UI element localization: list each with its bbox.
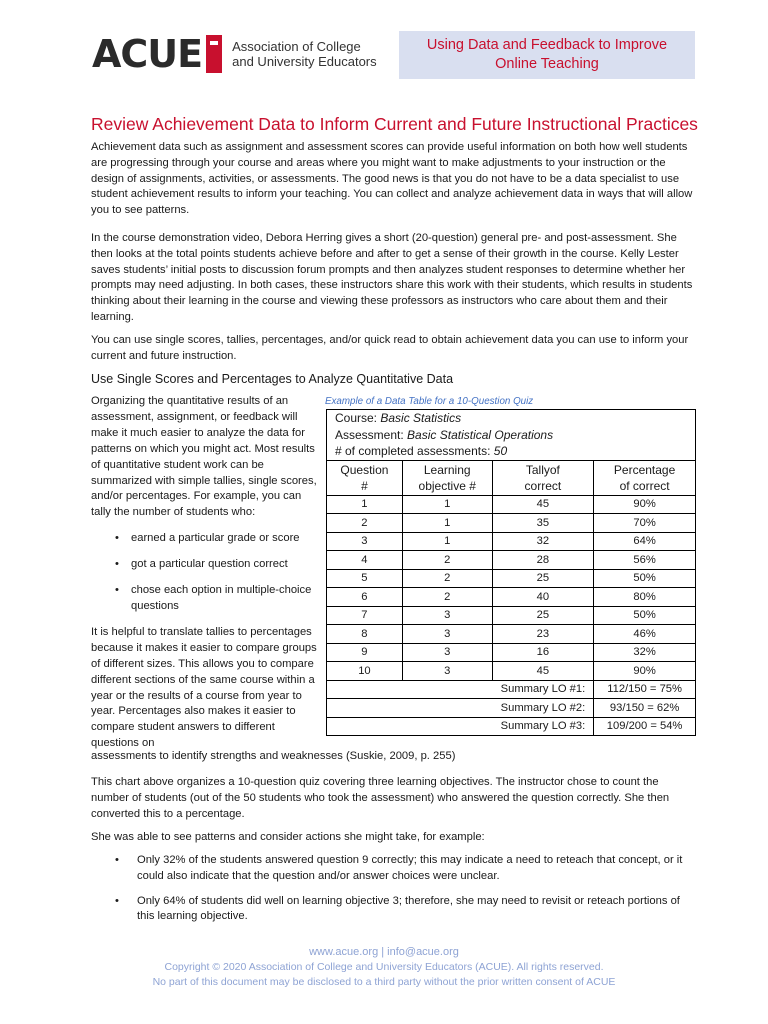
- table-cell: 45: [492, 495, 594, 514]
- summary-value: 112/150 = 75%: [594, 680, 696, 699]
- left-paragraph-2-tail: assessments to identify strengths and weaknesses (Suskie, 2009, p. 255): [91, 750, 456, 762]
- footer-links[interactable]: www.acue.org | info@acue.org: [309, 946, 459, 958]
- table-cell: 32%: [594, 643, 696, 662]
- intro-paragraph-2: In the course demonstration video, Debora Herring gives a short (20-question) general pre- and post-assessment. She then looks at the total points students achieve before and after to get a sense of their growth in the course. Kelly Lester saves students’ initial posts to discussion forum prompts and then analyzes student responses to determine whether her prompts may need adjusting. In both cases, these instructors share this work with their students, which results in students thinking about their learning in the course and viewing these professors as instructors who care about them and their learning.: [91, 232, 693, 323]
- course-value: Basic Statistics: [380, 411, 462, 426]
- table-cell: 70%: [594, 514, 696, 533]
- assessment-label: Assessment:: [335, 427, 404, 442]
- course-label: Course:: [335, 411, 378, 426]
- summary-label: Summary LO #3:: [327, 717, 594, 736]
- table-cell: 25: [492, 569, 594, 588]
- table-cell: 1: [402, 514, 492, 533]
- page-title: Review Achievement Data to Inform Current and Future Instructional Practices: [91, 114, 698, 134]
- table-cell: 25: [492, 606, 594, 625]
- bullet-item: • got a particular question correct: [91, 557, 317, 573]
- table-cell: 3: [402, 643, 492, 662]
- table-cell: 46%: [594, 625, 696, 644]
- table-cell: 4: [327, 551, 403, 570]
- footer-notice: No part of this document may be disclosed to a third party without the prior written consent of ACUE: [152, 976, 616, 988]
- completed-row: [327, 443, 696, 460]
- table-cell: 9: [327, 643, 403, 662]
- table-row: [327, 514, 696, 533]
- table-cell: 2: [402, 551, 492, 570]
- summary-label: Summary LO #2:: [327, 699, 594, 718]
- logo-wordmark: ACUE: [92, 32, 203, 76]
- intro-paragraph-1: Achievement data such as assignment and assessment scores can provide useful information on both how well students are progressing through your course and areas where you might want to make adjustments to your instruction or the design of assignments, activities, or assessments. The good news is that you do not have to be a data specialist to use student achievement results to inform your teaching. You can collect and analyze achievement data in ways that will allow you to see patterns.: [91, 141, 693, 217]
- table-cell: 1: [327, 495, 403, 514]
- bullet-item: • earned a particular grade or score: [91, 531, 317, 547]
- table-cell: 90%: [594, 662, 696, 681]
- table-row: [327, 495, 696, 514]
- logo-subtitle: [232, 39, 377, 69]
- table-cell: 35: [492, 514, 594, 533]
- tally-bullet-list: [91, 531, 317, 615]
- left-paragraph-1: Organizing the quantitative results of an assessment, assignment, or feedback will make it much easier to analyze the data for patterns on which you might act. Most results of quantitative student work can be summarized with simple tallies, single scores, and/or percentages. For example, you can tally the number of students who:: [91, 395, 317, 519]
- table-cell: 6: [327, 588, 403, 607]
- table-cell: 3: [402, 625, 492, 644]
- summary-value: 93/150 = 62%: [594, 699, 696, 718]
- after-paragraph-2: She was able to see patterns and consider actions she might take, for example:: [91, 831, 485, 843]
- table-cell: 2: [402, 588, 492, 607]
- table-cell: 90%: [594, 495, 696, 514]
- column-header-learning-objective: Learning objective #: [402, 460, 492, 495]
- table-cell: 16: [492, 643, 594, 662]
- acue-logo: [92, 34, 377, 74]
- table-row: [327, 588, 696, 607]
- table-cell: 80%: [594, 588, 696, 607]
- logo-subtitle-line1: Association of College: [232, 39, 361, 54]
- table-row: [327, 643, 696, 662]
- table-cell: 5: [327, 569, 403, 588]
- table-cell: 45: [492, 662, 594, 681]
- intro-paragraph-3: You can use single scores, tallies, percentages, and/or quick read to obtain achievement data you can use to inform your current and future instruction.: [91, 334, 689, 362]
- patterns-bullet-list: [91, 853, 697, 934]
- footer-copyright: Copyright © 2020 Association of College and University Educators (ACUE). All rights reserved.: [164, 961, 604, 973]
- course-row: [327, 410, 696, 427]
- after-paragraph-1: This chart above organizes a 10-question quiz covering three learning objectives. The instructor chose to count the number of students (out of the 50 students who took the assessment) who answered the question correctly. She then converted this to a percentage.: [91, 776, 670, 820]
- table-row: [327, 569, 696, 588]
- quiz-data-table: [326, 409, 696, 736]
- table-cell: 50%: [594, 569, 696, 588]
- summary-value: 109/200 = 54%: [594, 717, 696, 736]
- bullet-item: • Only 64% of students did well on learning objective 3; therefore, she may need to revisit or reteach portions of this learning objective.: [91, 894, 697, 926]
- table-cell: 10: [327, 662, 403, 681]
- table-cell: 64%: [594, 532, 696, 551]
- summary-row: [327, 717, 696, 736]
- column-header-percentage: Percentage of correct: [594, 460, 696, 495]
- table-cell: 2: [402, 569, 492, 588]
- table-cell: 56%: [594, 551, 696, 570]
- table-cell: 50%: [594, 606, 696, 625]
- table-cell: 7: [327, 606, 403, 625]
- logo-subtitle-line2: and University Educators: [232, 54, 377, 69]
- table-row: [327, 625, 696, 644]
- table-cell: 3: [402, 606, 492, 625]
- completed-label: # of completed assessments:: [335, 444, 491, 459]
- left-column: [91, 394, 317, 752]
- table-cell: 40: [492, 588, 594, 607]
- table-cell: 3: [402, 662, 492, 681]
- table-cell: 23: [492, 625, 594, 644]
- summary-row: [327, 699, 696, 718]
- table-cell: 32: [492, 532, 594, 551]
- column-header-tally: Tallyof correct: [492, 460, 594, 495]
- course-badge-line2: Online Teaching: [495, 56, 599, 72]
- table-cell: 28: [492, 551, 594, 570]
- table-cell: 2: [327, 514, 403, 533]
- table-row: [327, 532, 696, 551]
- table-row: [327, 551, 696, 570]
- section-heading: Use Single Scores and Percentages to Analyze Quantitative Data: [91, 372, 454, 386]
- bullet-item: • Only 32% of the students answered question 9 correctly; this may indicate a need to reteach that concept, or it could also indicate that the question and/or answer choices were unclear.: [91, 853, 697, 885]
- table-header-row: [327, 460, 696, 495]
- table-row: [327, 662, 696, 681]
- summary-label: Summary LO #1:: [327, 680, 594, 699]
- table-cell: 8: [327, 625, 403, 644]
- table-cell: 3: [327, 532, 403, 551]
- completed-value: 50: [493, 444, 508, 459]
- table-cell: 1: [402, 532, 492, 551]
- logo-flag-icon: [206, 35, 222, 73]
- assessment-value: Basic Statistical Operations: [407, 427, 554, 442]
- bullet-item: • chose each option in multiple-choice questions: [91, 583, 317, 615]
- assessment-row: [327, 427, 696, 444]
- table-caption: Example of a Data Table for a 10-Question Quiz: [325, 396, 534, 407]
- course-badge-line1: Using Data and Feedback to Improve: [426, 37, 668, 53]
- course-badge: [399, 31, 695, 79]
- table-row: [327, 606, 696, 625]
- column-header-question: Question #: [327, 460, 403, 495]
- left-paragraph-2: It is helpful to translate tallies to percentages because it makes it easier to compare groups of different sizes. This allows you to compare different sections of the same course within a year or the results of a course from year to year. Percentages also makes it easier to compare student answers to different questions on: [91, 625, 317, 750]
- table-cell: 1: [402, 495, 492, 514]
- summary-row: [327, 680, 696, 699]
